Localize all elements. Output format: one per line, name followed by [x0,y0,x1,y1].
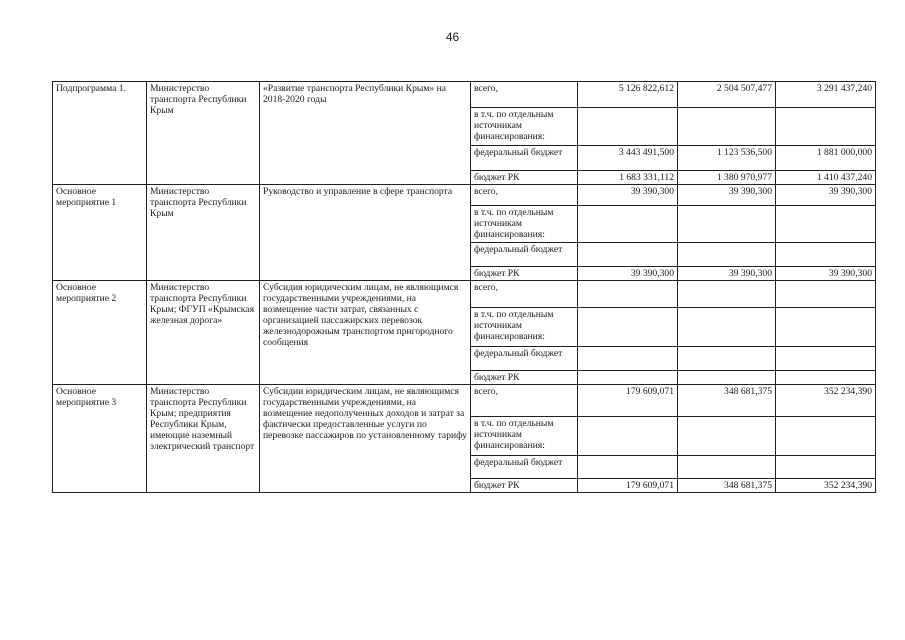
amount-cell-1: 1 683 331,112 [578,171,678,185]
description-cell: Субсидия юридическим лицам, не являющимся государственными учреждениями, на возмещение части затрат, связанных с организацией пассажирских перевозок железнодорожным транспортом пригородного сообщения [260,281,471,385]
row-name-cell: Основное мероприятие 1 [53,185,147,281]
amount-cell-1 [578,456,678,479]
table-row [53,385,876,417]
amount-cell-2: 39 390,300 [678,185,776,206]
amount-cell-1: 5 126 822,612 [578,82,678,108]
amount-cell-2: 39 390,300 [678,267,776,281]
amount-cell-2: 348 681,375 [678,479,776,493]
responsible-cell: Министерство транспорта Республики Крым [147,82,260,185]
amount-cell-3 [776,371,876,385]
responsible-cell: Министерство транспорта Республики Крым; ФГУП «Крымская железная дорога» [147,281,260,385]
amount-cell-2: 1 380 970,977 [678,171,776,185]
funding-source-label: всего, [471,185,578,206]
amount-cell-2 [678,456,776,479]
amount-cell-2 [678,308,776,347]
amount-cell-1 [578,371,678,385]
table-row [53,281,876,308]
amount-cell-1: 39 390,300 [578,185,678,206]
amount-cell-2 [678,206,776,243]
amount-cell-3: 3 291 437,240 [776,82,876,108]
amount-cell-1 [578,108,678,146]
amount-cell-1 [578,243,678,267]
amount-cell-1: 39 390,300 [578,267,678,281]
funding-source-label: федеральный бюджет [471,347,578,371]
description-cell: Субсидии юридическим лицам, не являющимся государственными учреждениями, на возмещение недополученных доходов и затрат за фактически предоставленные услуги по перевозке пассажиров по установленному тарифу [260,385,471,493]
description-cell: «Развитие транспорта Республики Крым» на 2018-2020 годы [260,82,471,185]
funding-source-label: в т.ч. по отдельным источникам финансирования: [471,108,578,146]
funding-source-label: бюджет РК [471,371,578,385]
funding-source-label: всего, [471,281,578,308]
amount-cell-2 [678,417,776,456]
amount-cell-1: 179 609,071 [578,479,678,493]
budget-table [52,81,876,493]
row-name-cell: Подпрограмма 1. [53,82,147,185]
amount-cell-1 [578,206,678,243]
amount-cell-2 [678,281,776,308]
responsible-cell: Министерство транспорта Республики Крым; предприятия Республики Крым, имеющие наземный электрический транспорт [147,385,260,493]
funding-source-label: всего, [471,82,578,108]
amount-cell-3: 1 410 437,240 [776,171,876,185]
funding-source-label: бюджет РК [471,479,578,493]
amount-cell-2: 2 504 507,477 [678,82,776,108]
amount-cell-3 [776,417,876,456]
amount-cell-1: 179 609,071 [578,385,678,417]
funding-source-label: всего, [471,385,578,417]
amount-cell-1 [578,308,678,347]
amount-cell-1 [578,281,678,308]
amount-cell-3 [776,456,876,479]
amount-cell-1: 3 443 491,500 [578,146,678,171]
row-name-cell: Основное мероприятие 3 [53,385,147,493]
amount-cell-3: 1 881 000,000 [776,146,876,171]
funding-source-label: федеральный бюджет [471,456,578,479]
row-name-cell: Основное мероприятие 2 [53,281,147,385]
amount-cell-3 [776,108,876,146]
amount-cell-2 [678,108,776,146]
funding-source-label: бюджет РК [471,171,578,185]
amount-cell-2: 1 123 536,500 [678,146,776,171]
table-row [53,82,876,108]
funding-source-label: в т.ч. по отдельным источникам финансирования: [471,206,578,243]
page-number: 46 [445,30,460,44]
amount-cell-2 [678,243,776,267]
amount-cell-1 [578,417,678,456]
funding-source-label: федеральный бюджет [471,146,578,171]
funding-source-label: бюджет РК [471,267,578,281]
amount-cell-3: 352 234,390 [776,479,876,493]
amount-cell-3 [776,206,876,243]
amount-cell-2 [678,347,776,371]
amount-cell-1 [578,347,678,371]
amount-cell-3 [776,243,876,267]
amount-cell-3: 352 234,390 [776,385,876,417]
amount-cell-3 [776,308,876,347]
funding-source-label: в т.ч. по отдельным источникам финансирования: [471,308,578,347]
responsible-cell: Министерство транспорта Республики Крым [147,185,260,281]
budget-table-body [53,82,876,493]
amount-cell-3: 39 390,300 [776,185,876,206]
amount-cell-3: 39 390,300 [776,267,876,281]
amount-cell-2 [678,371,776,385]
funding-source-label: в т.ч. по отдельным источникам финансирования: [471,417,578,456]
description-cell: Руководство и управление в сфере транспорта [260,185,471,281]
funding-source-label: федеральный бюджет [471,243,578,267]
table-row [53,185,876,206]
amount-cell-2: 348 681,375 [678,385,776,417]
amount-cell-3 [776,281,876,308]
amount-cell-3 [776,347,876,371]
